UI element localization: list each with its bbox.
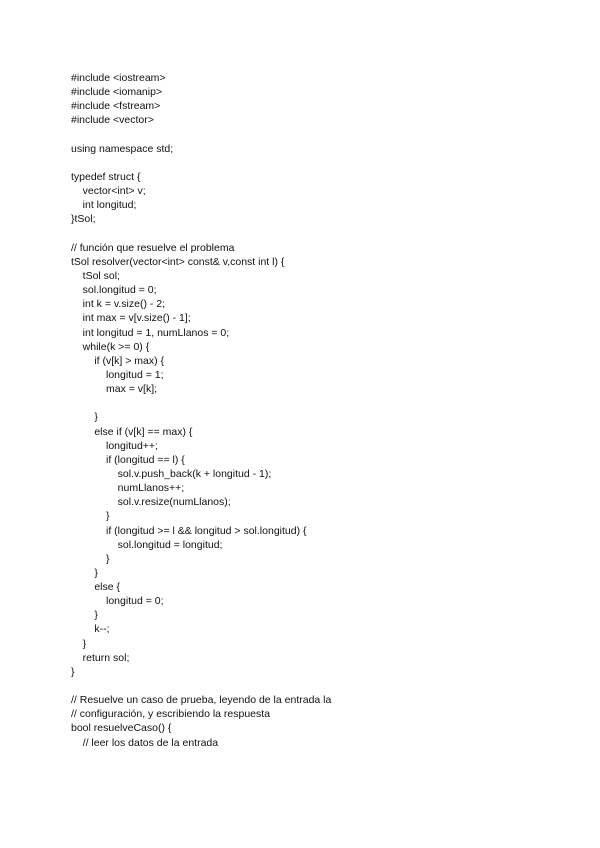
code-line: // configuración, y escribiendo la respuesta xyxy=(71,708,271,721)
code-line xyxy=(71,156,331,170)
code-line: int k = v.size() - 2; xyxy=(71,298,166,311)
code-line: } xyxy=(71,566,98,579)
code-line xyxy=(71,128,331,142)
code-line: sol.v.resize(numLlanos); xyxy=(71,496,231,509)
code-line: int longitud; xyxy=(71,199,137,212)
code-line: if (v[k] > max) { xyxy=(71,354,165,367)
code-line: longitud = 0; xyxy=(71,595,164,608)
code-line: else if (v[k] == max) { xyxy=(71,425,193,438)
code-line xyxy=(71,227,331,241)
code-line xyxy=(71,396,331,410)
code-line: #include <fstream> xyxy=(71,100,161,113)
code-line: longitud++; xyxy=(71,439,158,452)
code-line: tSol sol; xyxy=(71,269,121,282)
code-line: if (longitud == l) { xyxy=(71,453,185,466)
code-line: } xyxy=(71,552,110,565)
code-line: sol.longitud = 0; xyxy=(71,284,157,297)
code-line: }tSol; xyxy=(71,213,96,226)
code-line: numLlanos++; xyxy=(71,482,185,495)
code-line: return sol; xyxy=(71,651,130,664)
code-line: else { xyxy=(71,581,121,594)
code-line: longitud = 1; xyxy=(71,368,164,381)
code-line: // leer los datos de la entrada xyxy=(71,736,219,749)
code-line: bool resuelveCaso() { xyxy=(71,722,172,735)
code-line xyxy=(71,679,331,693)
code-line: sol.v.push_back(k + longitud - 1); xyxy=(71,467,272,480)
code-line: int longitud = 1, numLlanos = 0; xyxy=(71,326,230,339)
code-line: k--; xyxy=(71,623,110,636)
code-line: if (longitud >= l && longitud > sol.longitud) { xyxy=(71,524,307,537)
code-line: int max = v[v.size() - 1]; xyxy=(71,312,191,325)
code-line: #include <iostream> xyxy=(71,72,166,84)
code-line: max = v[k]; xyxy=(71,383,158,396)
code-line: // función que resuelve el problema xyxy=(71,241,235,254)
code-line: } xyxy=(71,609,98,622)
code-line: using namespace std; xyxy=(71,142,174,155)
code-line: while(k >= 0) { xyxy=(71,340,150,353)
code-line: } xyxy=(71,510,110,523)
code-line: } xyxy=(71,637,87,650)
code-line: // Resuelve un caso de prueba, leyendo de la entrada la xyxy=(71,694,332,707)
source-code-block xyxy=(71,71,331,750)
code-line: sol.longitud = longitud; xyxy=(71,538,223,551)
code-line: tSol resolver(vector<int> const& v,const int l) { xyxy=(71,255,285,268)
code-line: vector<int> v; xyxy=(71,185,146,198)
code-line: #include <iomanip> xyxy=(71,86,163,99)
code-line: #include <vector> xyxy=(71,114,154,127)
code-line: typedef struct { xyxy=(71,170,141,183)
code-line: } xyxy=(71,411,98,424)
code-line: } xyxy=(71,665,75,678)
